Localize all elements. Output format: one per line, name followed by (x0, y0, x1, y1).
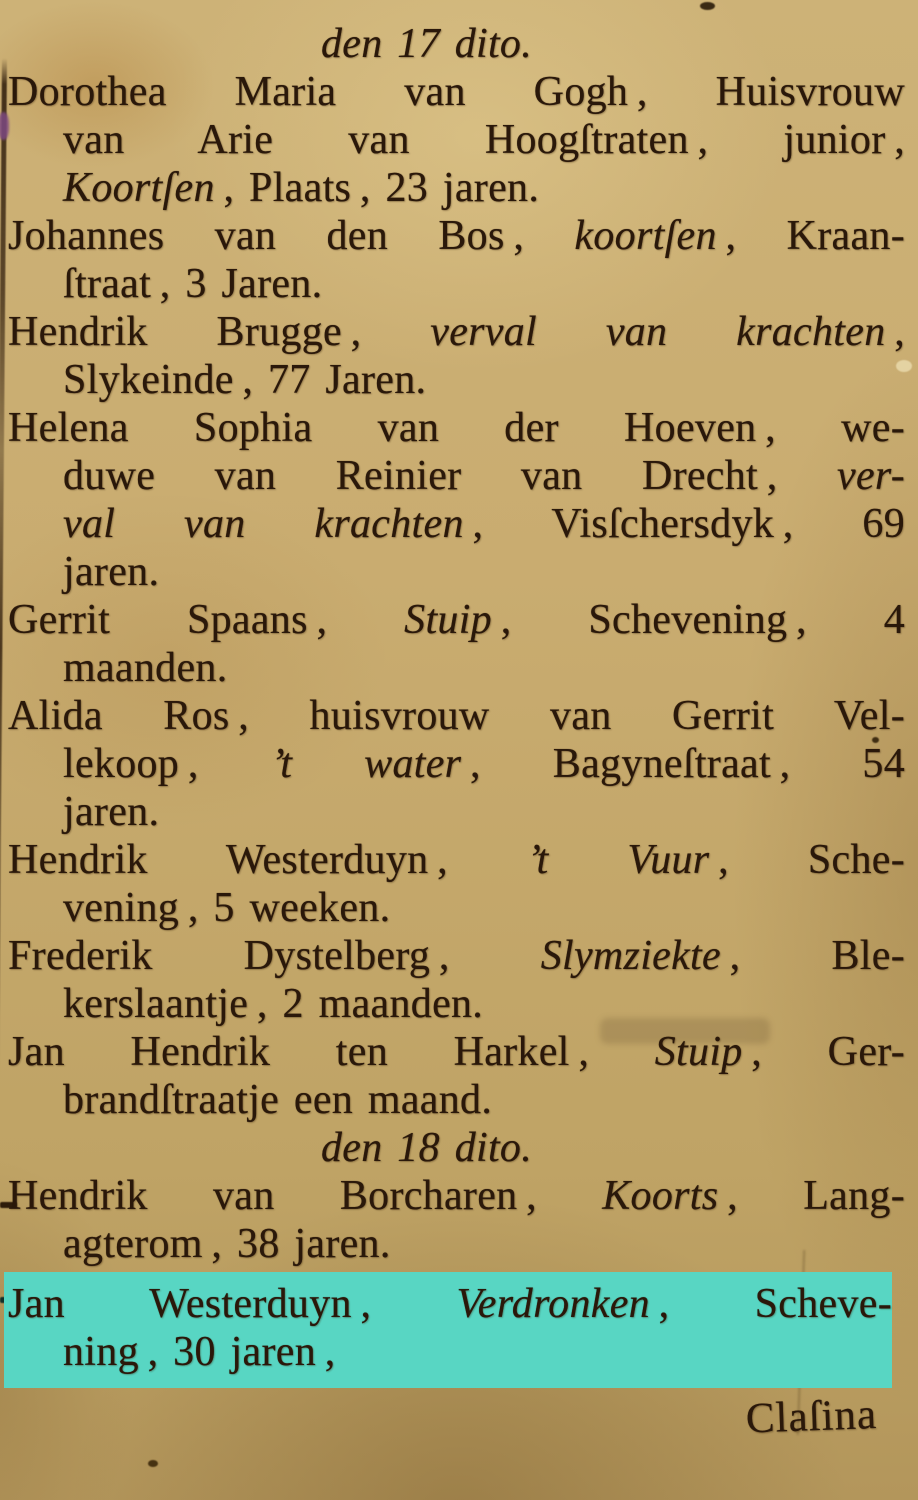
text-segment: Jan Hendrik ten Harkel , (8, 1029, 655, 1075)
entry-line (8, 116, 905, 164)
text-segment: maanden. (63, 645, 228, 691)
paper-speck (700, 2, 715, 10)
entry-line (8, 452, 905, 500)
text-segment: , Scheve- (649, 1281, 892, 1327)
text-segment: Alida Ros , huisvrouw van Gerrit Vel- (8, 693, 905, 739)
text-segment: Jan Westerduyn , (8, 1281, 457, 1327)
text-segment: Dorothea Maria van Gogh , Huisvrouw (8, 69, 905, 115)
entry-line (8, 740, 905, 788)
document-text (8, 20, 906, 1443)
entry-line (8, 212, 905, 260)
date-heading: den 18 dito. (320, 1125, 533, 1171)
highlighted-entry (4, 1272, 892, 1388)
text-segment: vening , 5 weeken. (63, 885, 391, 931)
text-segment: , (885, 309, 906, 355)
entry-line (8, 1028, 905, 1076)
entry-line (8, 1172, 905, 1220)
cause-of-death-segment: Verdronken (456, 1281, 650, 1327)
text-segment: ning , 30 jaren , (63, 1329, 336, 1375)
entry-line (8, 308, 905, 356)
text-segment: Helena Sophia van der Hoeven , we- (8, 405, 905, 451)
cause-of-death-segment: ’t Vuur (526, 837, 710, 883)
cause-of-death-segment: verval van krachten (430, 309, 886, 355)
cause-of-death-segment: val van krachten (63, 501, 464, 547)
text-segment: jaren. (63, 549, 160, 595)
cause-of-death-segment: Stuip (404, 597, 492, 643)
text-segment: , Visſchersdyk , 69 (463, 501, 905, 547)
text-segment: , Sche- (709, 837, 905, 883)
text-segment: , Plaats , 23 jaren. (214, 165, 540, 211)
entry-line (8, 1220, 905, 1268)
date-heading: den 17 dito. (320, 21, 533, 67)
text-segment: , Lang- (718, 1173, 905, 1219)
text-segment: , Schevening , 4 (491, 597, 906, 643)
left-margin-rule (0, 58, 7, 1368)
entry-line (8, 980, 905, 1028)
text-segment: Johannes van den Bos , (8, 213, 575, 259)
entry-line (8, 932, 905, 980)
text-segment: , Ble- (720, 933, 905, 979)
text-segment: Gerrit Spaans , (8, 597, 405, 643)
text-segment: ſtraat , 3 Jaren. (63, 261, 323, 307)
entry-line (8, 644, 905, 692)
text-segment: Hendrik Westerduyn , (8, 837, 527, 883)
entry-line (8, 356, 905, 404)
cause-of-death-segment: Stuip (654, 1029, 743, 1075)
entry-line (8, 260, 905, 308)
entry-line (8, 404, 905, 452)
cause-of-death-segment: Koortſen (63, 165, 215, 211)
cause-of-death-segment: Slymziekte (540, 933, 721, 979)
cause-of-death-segment: ’t water (270, 741, 462, 787)
cause-of-death-segment: ver- (837, 453, 905, 499)
text-segment: Hendrik van Borcharen , (8, 1173, 603, 1219)
entry-line (8, 548, 905, 596)
entry-line (8, 164, 905, 212)
text-segment: lekoop , (63, 741, 271, 787)
text-segment: jaren. (63, 789, 160, 835)
entry-line (8, 68, 905, 116)
text-segment: brandſtraatje een maand. (63, 1077, 493, 1123)
text-segment: Slykeinde , 77 Jaren. (63, 357, 427, 403)
text-segment: van Arie van Hoogſtraten , junior , (63, 117, 905, 163)
entry-line (8, 884, 905, 932)
entry-line (8, 596, 905, 644)
entry-line (8, 836, 905, 884)
entry-line (8, 1280, 892, 1328)
text-segment: Hendrik Brugge , (8, 309, 431, 355)
entry-line (8, 692, 905, 740)
signature-clasina: Claſina (745, 1390, 878, 1443)
text-segment: kerslaantje , 2 maanden. (63, 981, 484, 1027)
cause-of-death-segment: koortſen (574, 213, 717, 259)
entry-line (8, 788, 905, 836)
text-segment: , Bagyneſtraat , 54 (461, 741, 906, 787)
text-segment: Frederik Dystelberg , (8, 933, 541, 979)
entry-line (8, 1076, 905, 1124)
text-segment: , Ger- (742, 1029, 905, 1075)
text-segment: , Kraan- (716, 213, 905, 259)
cause-of-death-segment: Koorts (602, 1173, 719, 1219)
entry-line (8, 500, 905, 548)
entry-line (8, 1328, 892, 1376)
text-segment: agterom , 38 jaren. (63, 1221, 391, 1267)
text-segment: duwe van Reinier van Drecht , (63, 453, 838, 499)
